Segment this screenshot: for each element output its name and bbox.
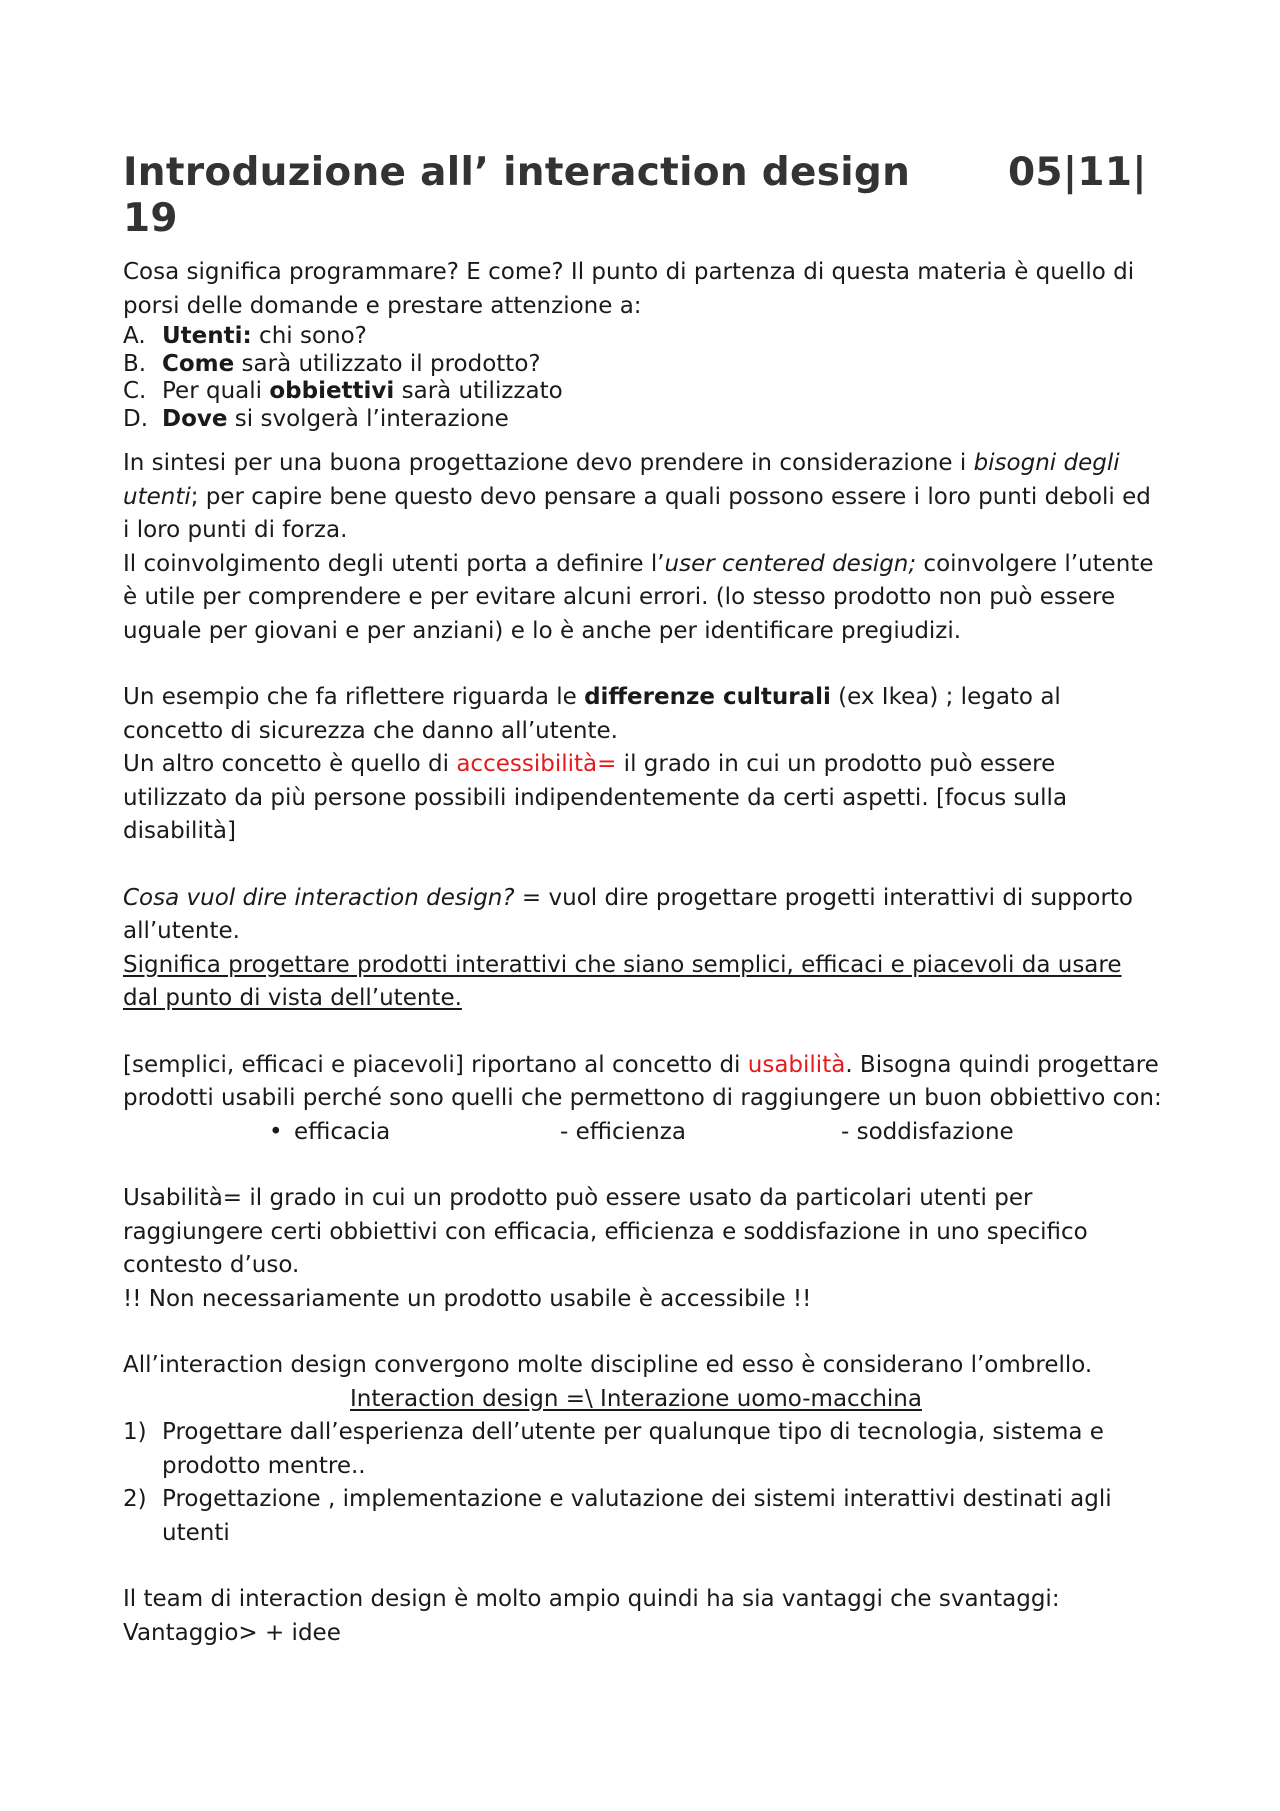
list-item-bold: Dove: [162, 405, 228, 432]
ucd-text: Il coinvolgimento degli utenti porta a definire l’: [123, 550, 665, 577]
term-efficienza: - efficienza: [560, 1118, 686, 1145]
sintesi-text-rest: ; per capire bene questo devo pensare a quali possono essere i loro punti deboli ed i loro punti di forza.: [123, 483, 1151, 543]
list-item-text: chi sono?: [251, 323, 367, 349]
team-paragraph: Il team di interaction design è molto ampio quindi ha sia vantaggi che svantaggi:: [123, 1586, 1060, 1612]
usability-intro-rest: . Bisogna quindi progettare prodotti usabili perché sono quelli che permettono di raggiungere un buon obbiettivo con:: [123, 1051, 1162, 1111]
list-item-bold: obbiettivi: [269, 378, 395, 404]
question-list: [123, 323, 1163, 433]
accessibility-paragraph: [123, 748, 1163, 849]
list-item-text: si svolgerà l’interazione: [227, 405, 509, 432]
list-item-pre: Per quali: [162, 378, 270, 404]
accessibility-text: Un altro concetto è quello di: [123, 751, 457, 777]
ucd-text-rest: coinvolgere l’utente è utile per comprendere e per evitare alcuni errori. (lo stesso prodotto non può essere uguale per giovani e per anziani) e lo è anche per identificare pregiudizi.: [123, 550, 1154, 644]
definition-text: = vuol dire progettare progetti interattivi di supporto all’utente.: [123, 884, 1133, 944]
term-efficacia: efficacia: [294, 1118, 391, 1145]
interaction-vs-hci: Interaction design =\ Interazione uomo-macchina: [350, 1385, 922, 1412]
term-soddisfazione: - soddisfazione: [841, 1118, 1014, 1145]
ucd-italic: user centered design;: [664, 550, 917, 577]
usability-intro-text: [semplici, efficaci e piacevoli] riportano al concetto di: [123, 1051, 748, 1078]
list-item-bold: Come: [162, 350, 235, 377]
usability-terms-row: [123, 1116, 1163, 1150]
accessibility-term: accessibilità=: [456, 751, 617, 777]
usability-term: usabilità: [747, 1051, 846, 1078]
numbered-list: [123, 1416, 1163, 1550]
list-marker: 2): [123, 1486, 147, 1512]
sintesi-paragraph: [123, 447, 1163, 548]
list-item-text: Progettare dall’esperienza dell’utente per qualunque tipo di tecnologia, sistema e prodotto mentre..: [162, 1419, 1104, 1479]
definition-underlined: Significa progettare prodotti interattivi che siano semplici, efficaci e piacevoli da usare dal punto di vista dell’utente.: [123, 951, 1122, 1011]
usability-note: !! Non necessariamente un prodotto usabile è accessibile !!: [123, 1285, 812, 1312]
list-marker: 1): [123, 1419, 147, 1445]
culture-bold: differenze culturali: [584, 684, 831, 710]
culture-text-rest: (ex Ikea) ; legato al concetto di sicurezza che danno all’utente.: [123, 684, 1061, 744]
list-item: [123, 323, 1163, 351]
disciplines-paragraph: All’interaction design convergono molte discipline ed esso è considerano l’ombrello.: [123, 1352, 1093, 1378]
list-marker: C.: [123, 378, 147, 404]
sintesi-italic: bisogni degli utenti: [123, 450, 1120, 510]
list-marker: D.: [123, 405, 149, 432]
intro-paragraph: Cosa significa programmare? E come? Il punto di partenza di questa materia è quello di porsi delle domande e prestare attenzione a:: [123, 259, 1135, 319]
list-item-text: sarà utilizzato il prodotto?: [234, 350, 541, 377]
title-date: 05|11|: [1008, 150, 1147, 195]
list-item-bold: Utenti:: [162, 323, 252, 349]
interaction-vs-hci-line: [123, 1383, 1163, 1417]
definition-question: Cosa vuol dire interaction design?: [123, 884, 515, 911]
list-item-text: sarà utilizzato: [394, 378, 563, 404]
list-item-text: Progettazione , implementazione e valutazione dei sistemi interattivi destinati agli utenti: [162, 1486, 1112, 1546]
list-marker: A.: [123, 323, 146, 349]
document-body: [123, 150, 1163, 1650]
team-advantage: Vantaggio> + idee: [123, 1619, 341, 1646]
list-item: [123, 351, 1163, 379]
list-item: [123, 378, 1163, 406]
bullet-mark: •: [269, 1118, 283, 1145]
culture-paragraph: [123, 681, 1163, 748]
list-marker: B.: [123, 350, 147, 377]
culture-text: Un esempio che fa riflettere riguarda le: [123, 684, 585, 710]
list-item: [123, 1483, 1163, 1550]
definition-paragraph: [123, 882, 1163, 949]
list-item: [123, 1416, 1163, 1483]
accessibility-text-rest: il grado in cui un prodotto può essere utilizzato da più persone possibili indipendentemente da certi aspetti. [focus sulla disabilità]: [123, 751, 1068, 844]
ucd-paragraph: [123, 548, 1163, 649]
usability-definition: Usabilità= il grado in cui un prodotto può essere usato da particolari utenti per raggiungere certi obbiettivi con efficacia, efficienza e soddisfazione in uno specifico contesto d’uso.: [123, 1185, 1088, 1278]
usability-intro-paragraph: [123, 1049, 1163, 1116]
title-text: Introduzione all’ interaction design: [123, 150, 911, 195]
sintesi-text: In sintesi per una buona progettazione devo prendere in considerazione i: [123, 450, 974, 476]
list-item: [123, 406, 1163, 434]
page-title: [123, 150, 1163, 242]
title-date-year: 19: [123, 196, 178, 241]
